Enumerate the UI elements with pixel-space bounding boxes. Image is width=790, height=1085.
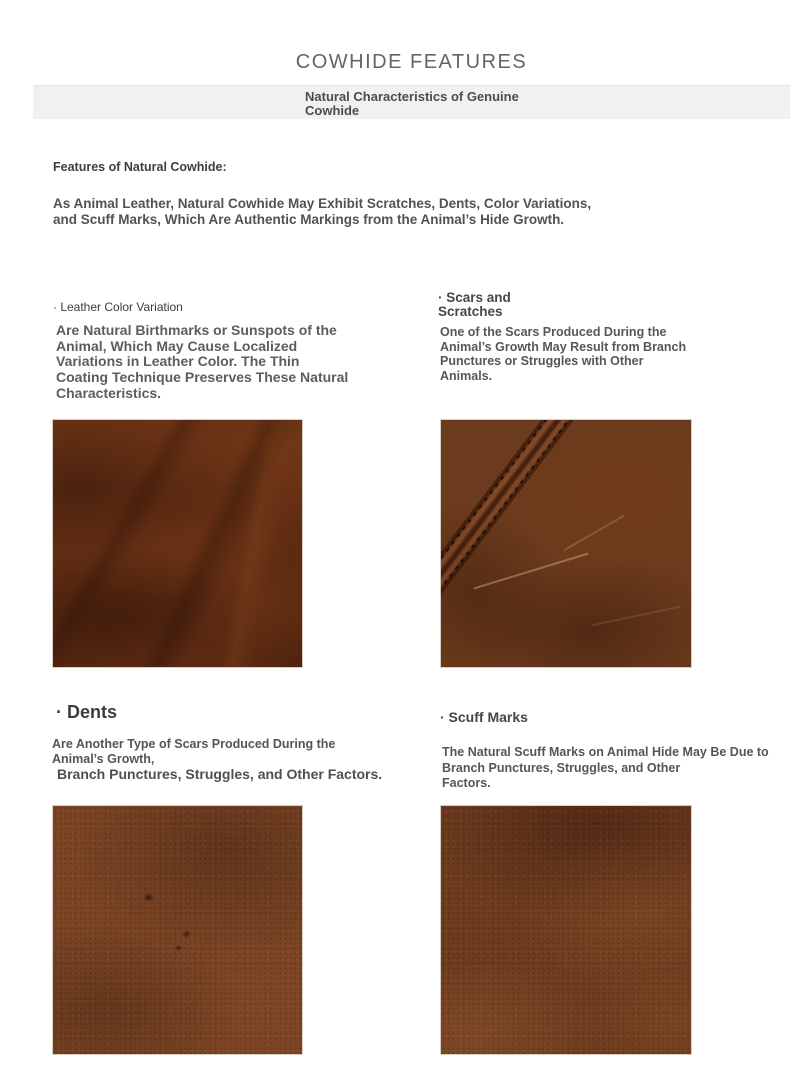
- intro-line: and Scuff Marks, Which Are Authentic Markings from the Animal’s Hide Growth.: [53, 212, 565, 227]
- leather-photo-dents: [52, 805, 303, 1055]
- intro-label: Features of Natural Cowhide:: [53, 160, 227, 174]
- section-body-color-variation: [56, 323, 348, 402]
- body-line: Punctures or Struggles with Other: [440, 354, 644, 369]
- section-body-scars: [440, 325, 686, 383]
- intro-paragraph: [53, 196, 591, 228]
- body-line: Are Another Type of Scars Produced During the: [52, 737, 336, 751]
- body-line: Animal’s Growth May Result from Branch: [440, 339, 687, 354]
- leather-photo-scars-scratches: [440, 419, 692, 668]
- banner-title-line2: Cowhide: [305, 102, 360, 118]
- page-title: COWHIDE FEATURES: [295, 51, 528, 73]
- section-heading-color-variation: · Leather Color Variation: [53, 300, 183, 314]
- body-line: Characteristics.: [56, 384, 162, 401]
- body-line: Are Natural Birthmarks or Sunspots of the: [56, 322, 337, 338]
- body-line: Animal, Which May Cause Localized: [56, 337, 298, 354]
- body-line: Variations in Leather Color. The Thin: [56, 353, 300, 370]
- scratch-mark: [563, 515, 625, 552]
- section-heading-scuff-marks: · Scuff Marks: [440, 709, 528, 725]
- scratch-mark: [473, 553, 588, 590]
- body-line: One of the Scars Produced During the: [440, 325, 667, 339]
- section-body-dents-emphasis: Branch Punctures, Struggles, and Other Factors.: [57, 766, 383, 782]
- body-line: The Natural Scuff Marks on Animal Hide May Be Due to: [442, 745, 769, 759]
- dent-spot: [175, 945, 182, 951]
- body-line: Coating Technique Preserves These Natural: [56, 369, 349, 386]
- section-heading-dents: · Dents: [56, 702, 118, 722]
- intro-line: As Animal Leather, Natural Cowhide May Exhibit Scratches, Dents, Color Variations,: [53, 196, 592, 211]
- stitched-seam: [440, 419, 582, 600]
- dent-spot: [182, 930, 191, 938]
- scratch-mark: [592, 606, 680, 627]
- body-line: Animals.: [440, 368, 493, 383]
- banner-title: [33, 86, 790, 117]
- body-line: Factors.: [442, 776, 491, 790]
- leather-photo-scuff-marks: [440, 805, 692, 1055]
- leather-photo-color-variation: [52, 419, 303, 668]
- dent-spot: [143, 893, 154, 902]
- banner-title-line1: Natural Characteristics of Genuine: [305, 89, 519, 104]
- body-line: Animal’s Growth,: [52, 752, 155, 766]
- section-heading-scars: · Scars and Scratches: [438, 290, 511, 319]
- section-body-dents: [52, 737, 335, 767]
- body-line: Branch Punctures, Struggles, and Other: [442, 760, 681, 775]
- section-body-scuff-marks: [442, 745, 769, 792]
- banner: [33, 85, 790, 119]
